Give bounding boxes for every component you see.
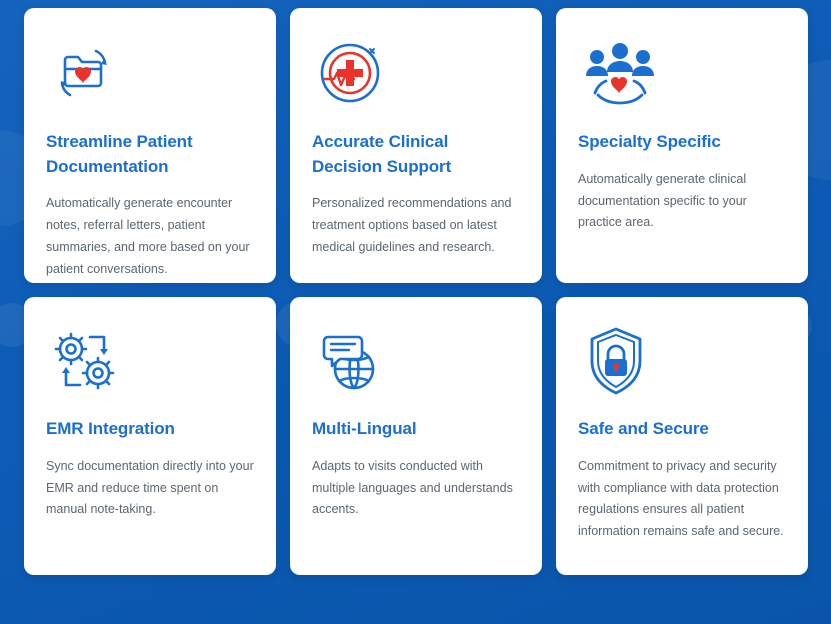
feature-card[interactable] [556, 297, 808, 575]
card-title: Specialty Specific [578, 132, 721, 151]
folder-heart-refresh-icon [46, 30, 254, 116]
card-description: Automatically generate encounter notes, referral letters, patient summaries, and more based on your patient conversations. [46, 196, 250, 276]
card-description: Sync documentation directly into your EMR and reduce time spent on manual note-taking. [46, 458, 254, 517]
card-title: Safe and Secure [578, 419, 709, 438]
card-description: Adapts to visits conducted with multiple languages and understands accents. [312, 458, 513, 517]
feature-card[interactable] [290, 8, 542, 283]
gears-sync-icon [46, 319, 254, 403]
feature-card[interactable] [556, 8, 808, 283]
card-description: Personalized recommendations and treatment options based on latest medical guidelines and research. [312, 196, 512, 255]
card-title: Streamline Patient Documentation [46, 132, 193, 176]
medical-cross-circle-icon [312, 30, 520, 116]
people-hands-heart-icon [578, 30, 786, 116]
card-title: Accurate Clinical Decision Support [312, 132, 452, 176]
card-description: Commitment to privacy and security with compliance with data protection regulations ensures all patient information remains safe and secure. [578, 458, 784, 539]
card-title: Multi-Lingual [312, 419, 417, 438]
card-title: EMR Integration [46, 419, 175, 438]
feature-card[interactable] [24, 8, 276, 283]
globe-speech-bubble-icon [312, 319, 520, 403]
shield-lock-icon [578, 319, 786, 403]
feature-card[interactable] [24, 297, 276, 575]
feature-card[interactable] [290, 297, 542, 575]
feature-card-grid [24, 8, 808, 575]
card-description: Automatically generate clinical documentation specific to your practice area. [578, 171, 747, 230]
